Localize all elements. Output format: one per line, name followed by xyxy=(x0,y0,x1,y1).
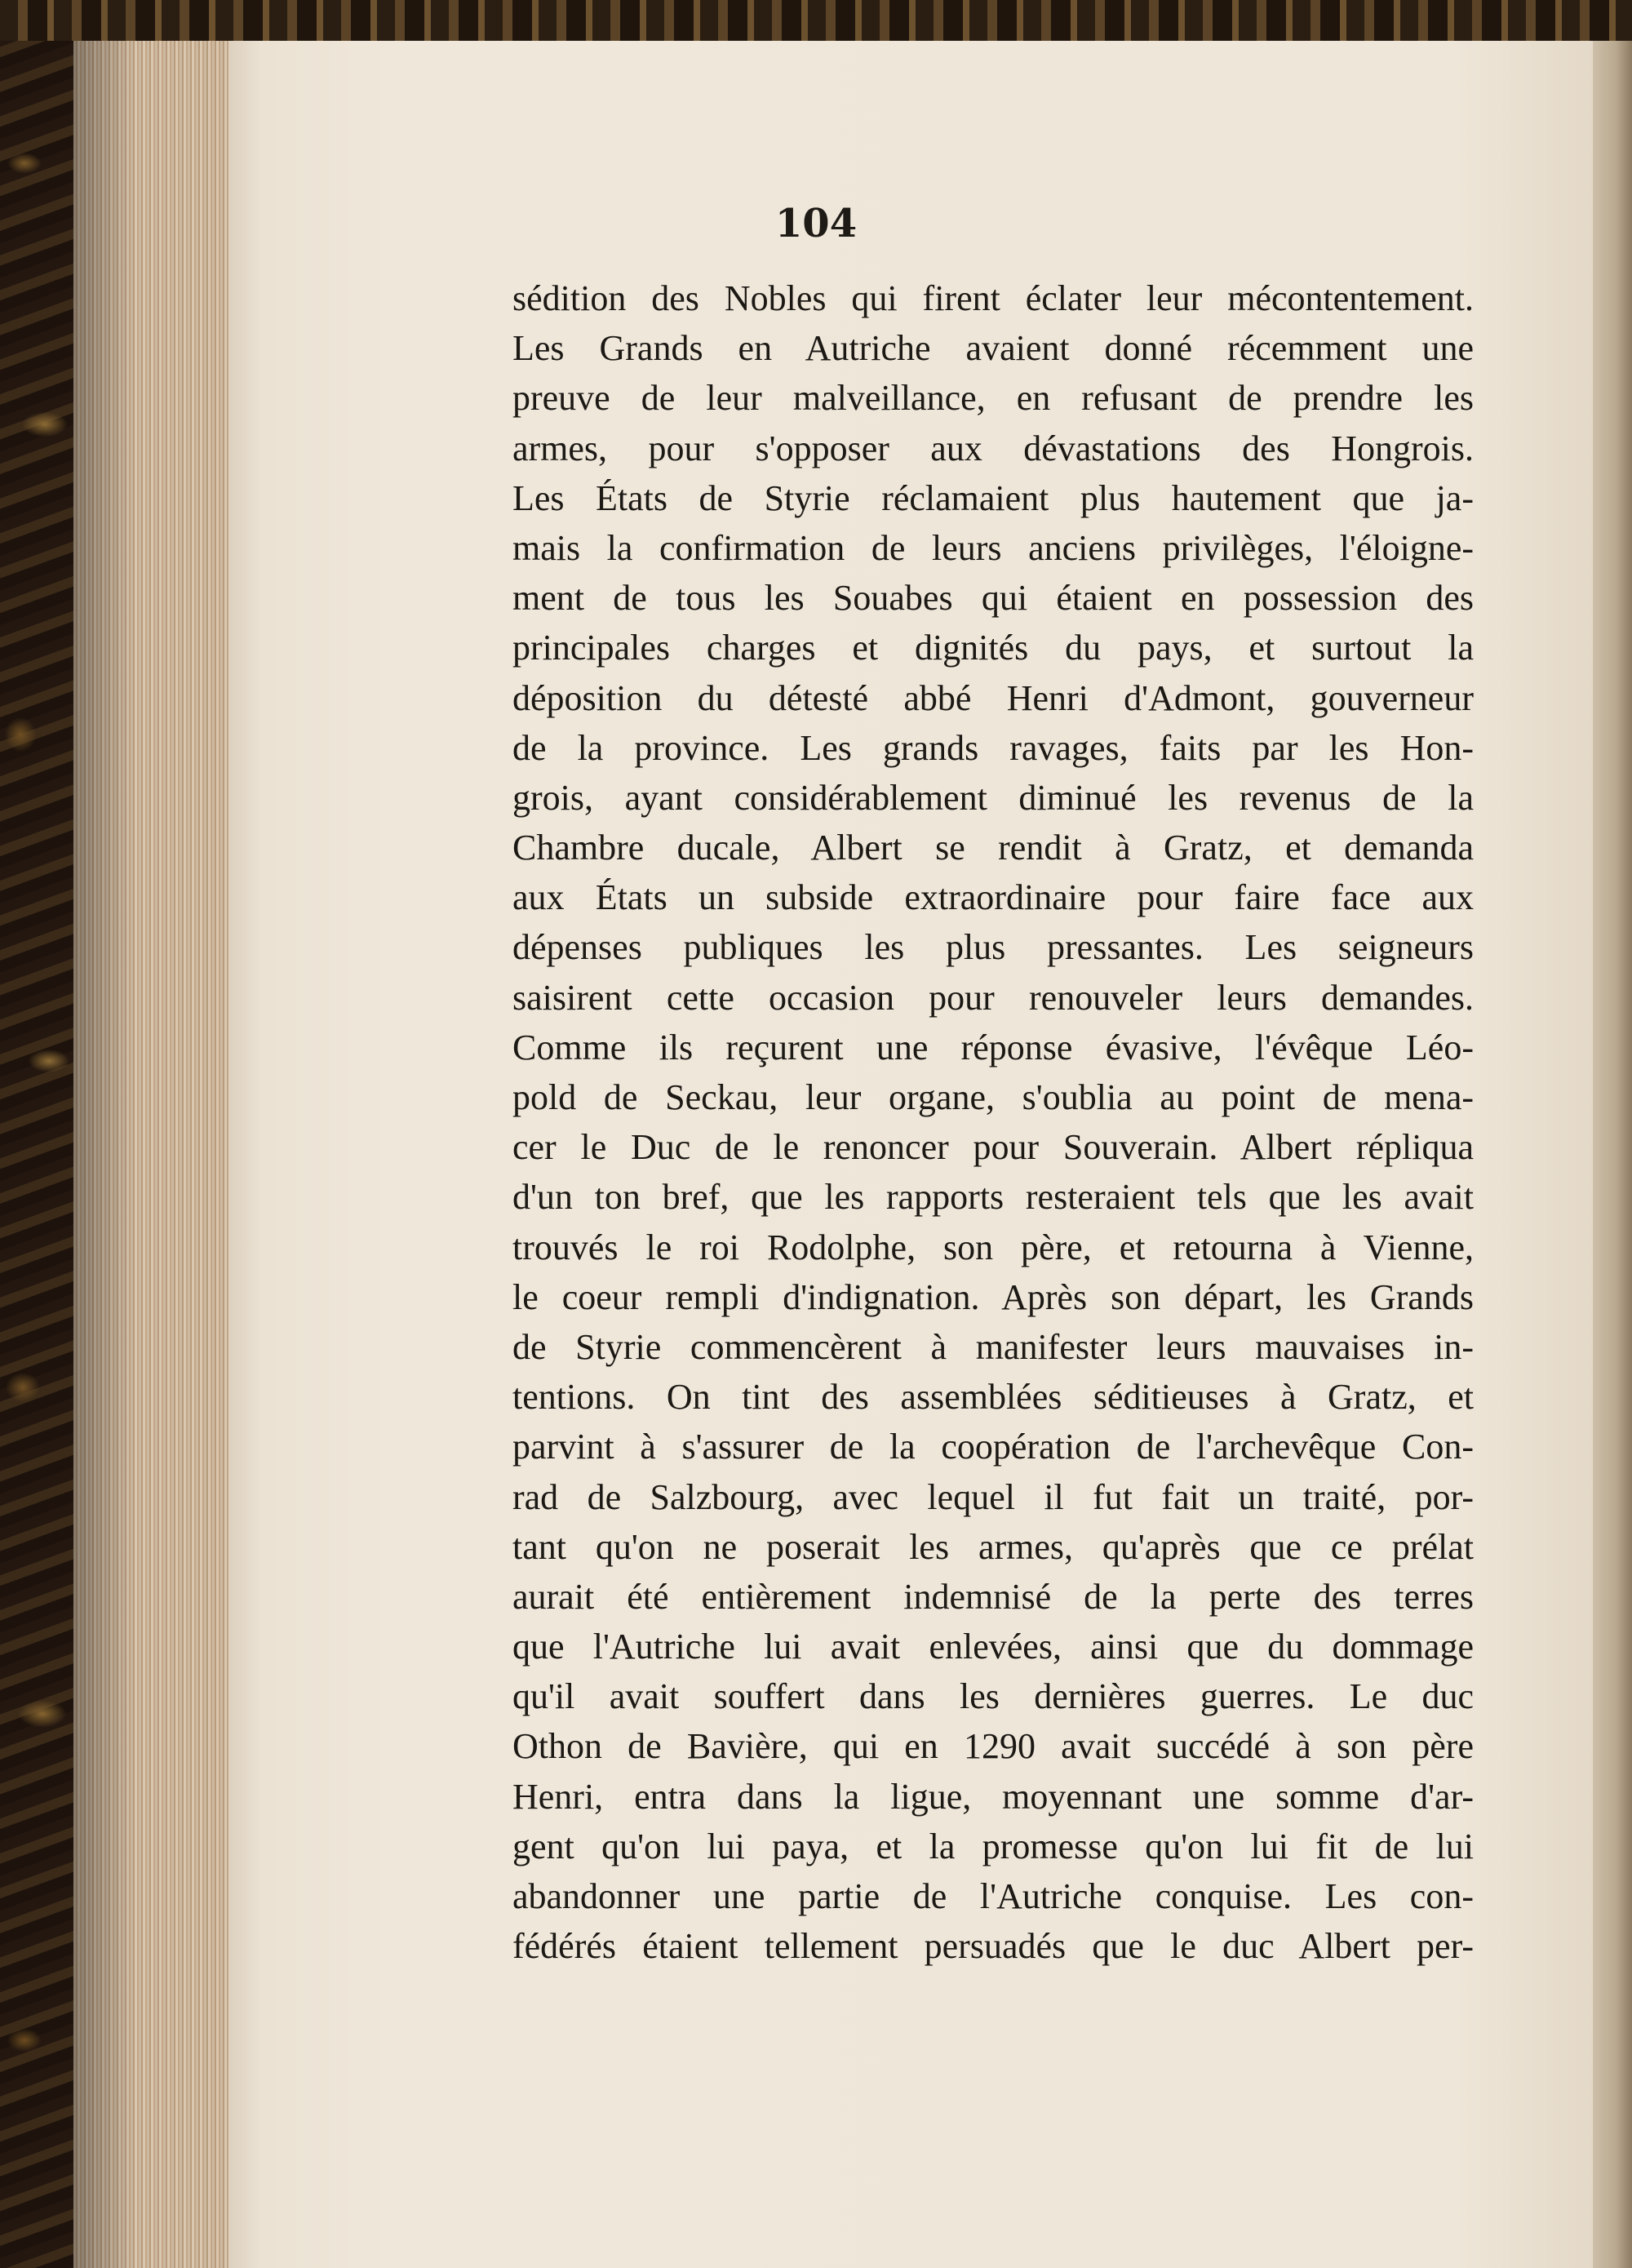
text-line: cer le Duc de le renoncer pour Souverain. Albert répliqua xyxy=(512,1127,1474,1168)
text-line: Henri, entra dans la ligue, moyennant une somme d'ar- xyxy=(512,1776,1474,1817)
text-line: tentions. On tint des assemblées séditieuses à Gratz, et xyxy=(512,1377,1474,1418)
book-top-edge xyxy=(0,0,1632,41)
text-line: Comme ils reçurent une réponse évasive, l'évêque Léo- xyxy=(512,1027,1474,1067)
text-line: Les Grands en Autriche avaient donné récemment une xyxy=(512,328,1474,369)
text-line: rad de Salzbourg, avec lequel il fut fait un traité, por- xyxy=(512,1476,1474,1517)
text-line: pold de Seckau, leur organe, s'oublia au point de mena- xyxy=(512,1077,1474,1117)
text-line: Othon de Bavière, qui en 1290 avait succédé à son père xyxy=(512,1726,1474,1767)
text-line: armes, pour s'opposer aux dévastations des Hongrois. xyxy=(512,428,1474,468)
text-line: fédérés étaient tellement persuadés que le duc Albert per- xyxy=(512,1926,1474,1967)
text-line: gent qu'on lui paya, et la promesse qu'on lui fit de lui xyxy=(512,1826,1474,1866)
text-line: saisirent cette occasion pour renouveler leurs demandes. xyxy=(512,977,1474,1018)
marbled-cover xyxy=(0,0,73,2268)
text-line: le coeur rempli d'indignation. Après son départ, les Grands xyxy=(512,1276,1474,1317)
text-line: Chambre ducale, Albert se rendit à Gratz, et demanda xyxy=(512,828,1474,868)
text-line: sédition des Nobles qui firent éclater leur mécontentement. xyxy=(512,278,1474,318)
text-line: déposition du détesté abbé Henri d'Admont, gouverneur xyxy=(512,677,1474,718)
text-line: trouvés le roi Rodolphe, son père, et retourna à Vienne, xyxy=(512,1227,1474,1267)
text-line: grois, ayant considérablement diminué les revenus de la xyxy=(512,777,1474,818)
text-line: de la province. Les grands ravages, faits par les Hon- xyxy=(512,727,1474,768)
text-line: preuve de leur malveillance, en refusant de prendre les xyxy=(512,378,1474,419)
text-line: qu'il avait souffert dans les dernières guerres. Le duc xyxy=(512,1676,1474,1717)
text-line: Les États de Styrie réclamaient plus hautement que ja- xyxy=(512,477,1474,518)
text-line: parvint à s'assurer de la coopération de l'archevêque Con- xyxy=(512,1427,1474,1467)
text-line: dépenses publiques les plus pressantes. Les seigneurs xyxy=(512,927,1474,968)
text-line: ment de tous les Souabes qui étaient en possession des xyxy=(512,578,1474,619)
page-edges xyxy=(73,41,228,2268)
body-text xyxy=(512,273,1474,1971)
page-number: 104 xyxy=(774,201,858,246)
text-line: aux États un subside extraordinaire pour faire face aux xyxy=(512,877,1474,918)
text-line: principales charges et dignités du pays, et surtout la xyxy=(512,628,1474,668)
page-right-edge xyxy=(1593,41,1632,2268)
text-line: abandonner une partie de l'Autriche conquise. Les con- xyxy=(512,1876,1474,1916)
text-line: tant qu'on ne poserait les armes, qu'après que ce prélat xyxy=(512,1526,1474,1567)
text-line: aurait été entièrement indemnisé de la perte des terres xyxy=(512,1576,1474,1617)
text-line: mais la confirmation de leurs anciens privilèges, l'éloigne- xyxy=(512,527,1474,568)
text-line: que l'Autriche lui avait enlevées, ainsi que du dommage xyxy=(512,1627,1474,1667)
text-line: de Styrie commencèrent à manifester leurs mauvaises in- xyxy=(512,1326,1474,1367)
text-line: d'un ton bref, que les rapports resteraient tels que les avait xyxy=(512,1177,1474,1218)
